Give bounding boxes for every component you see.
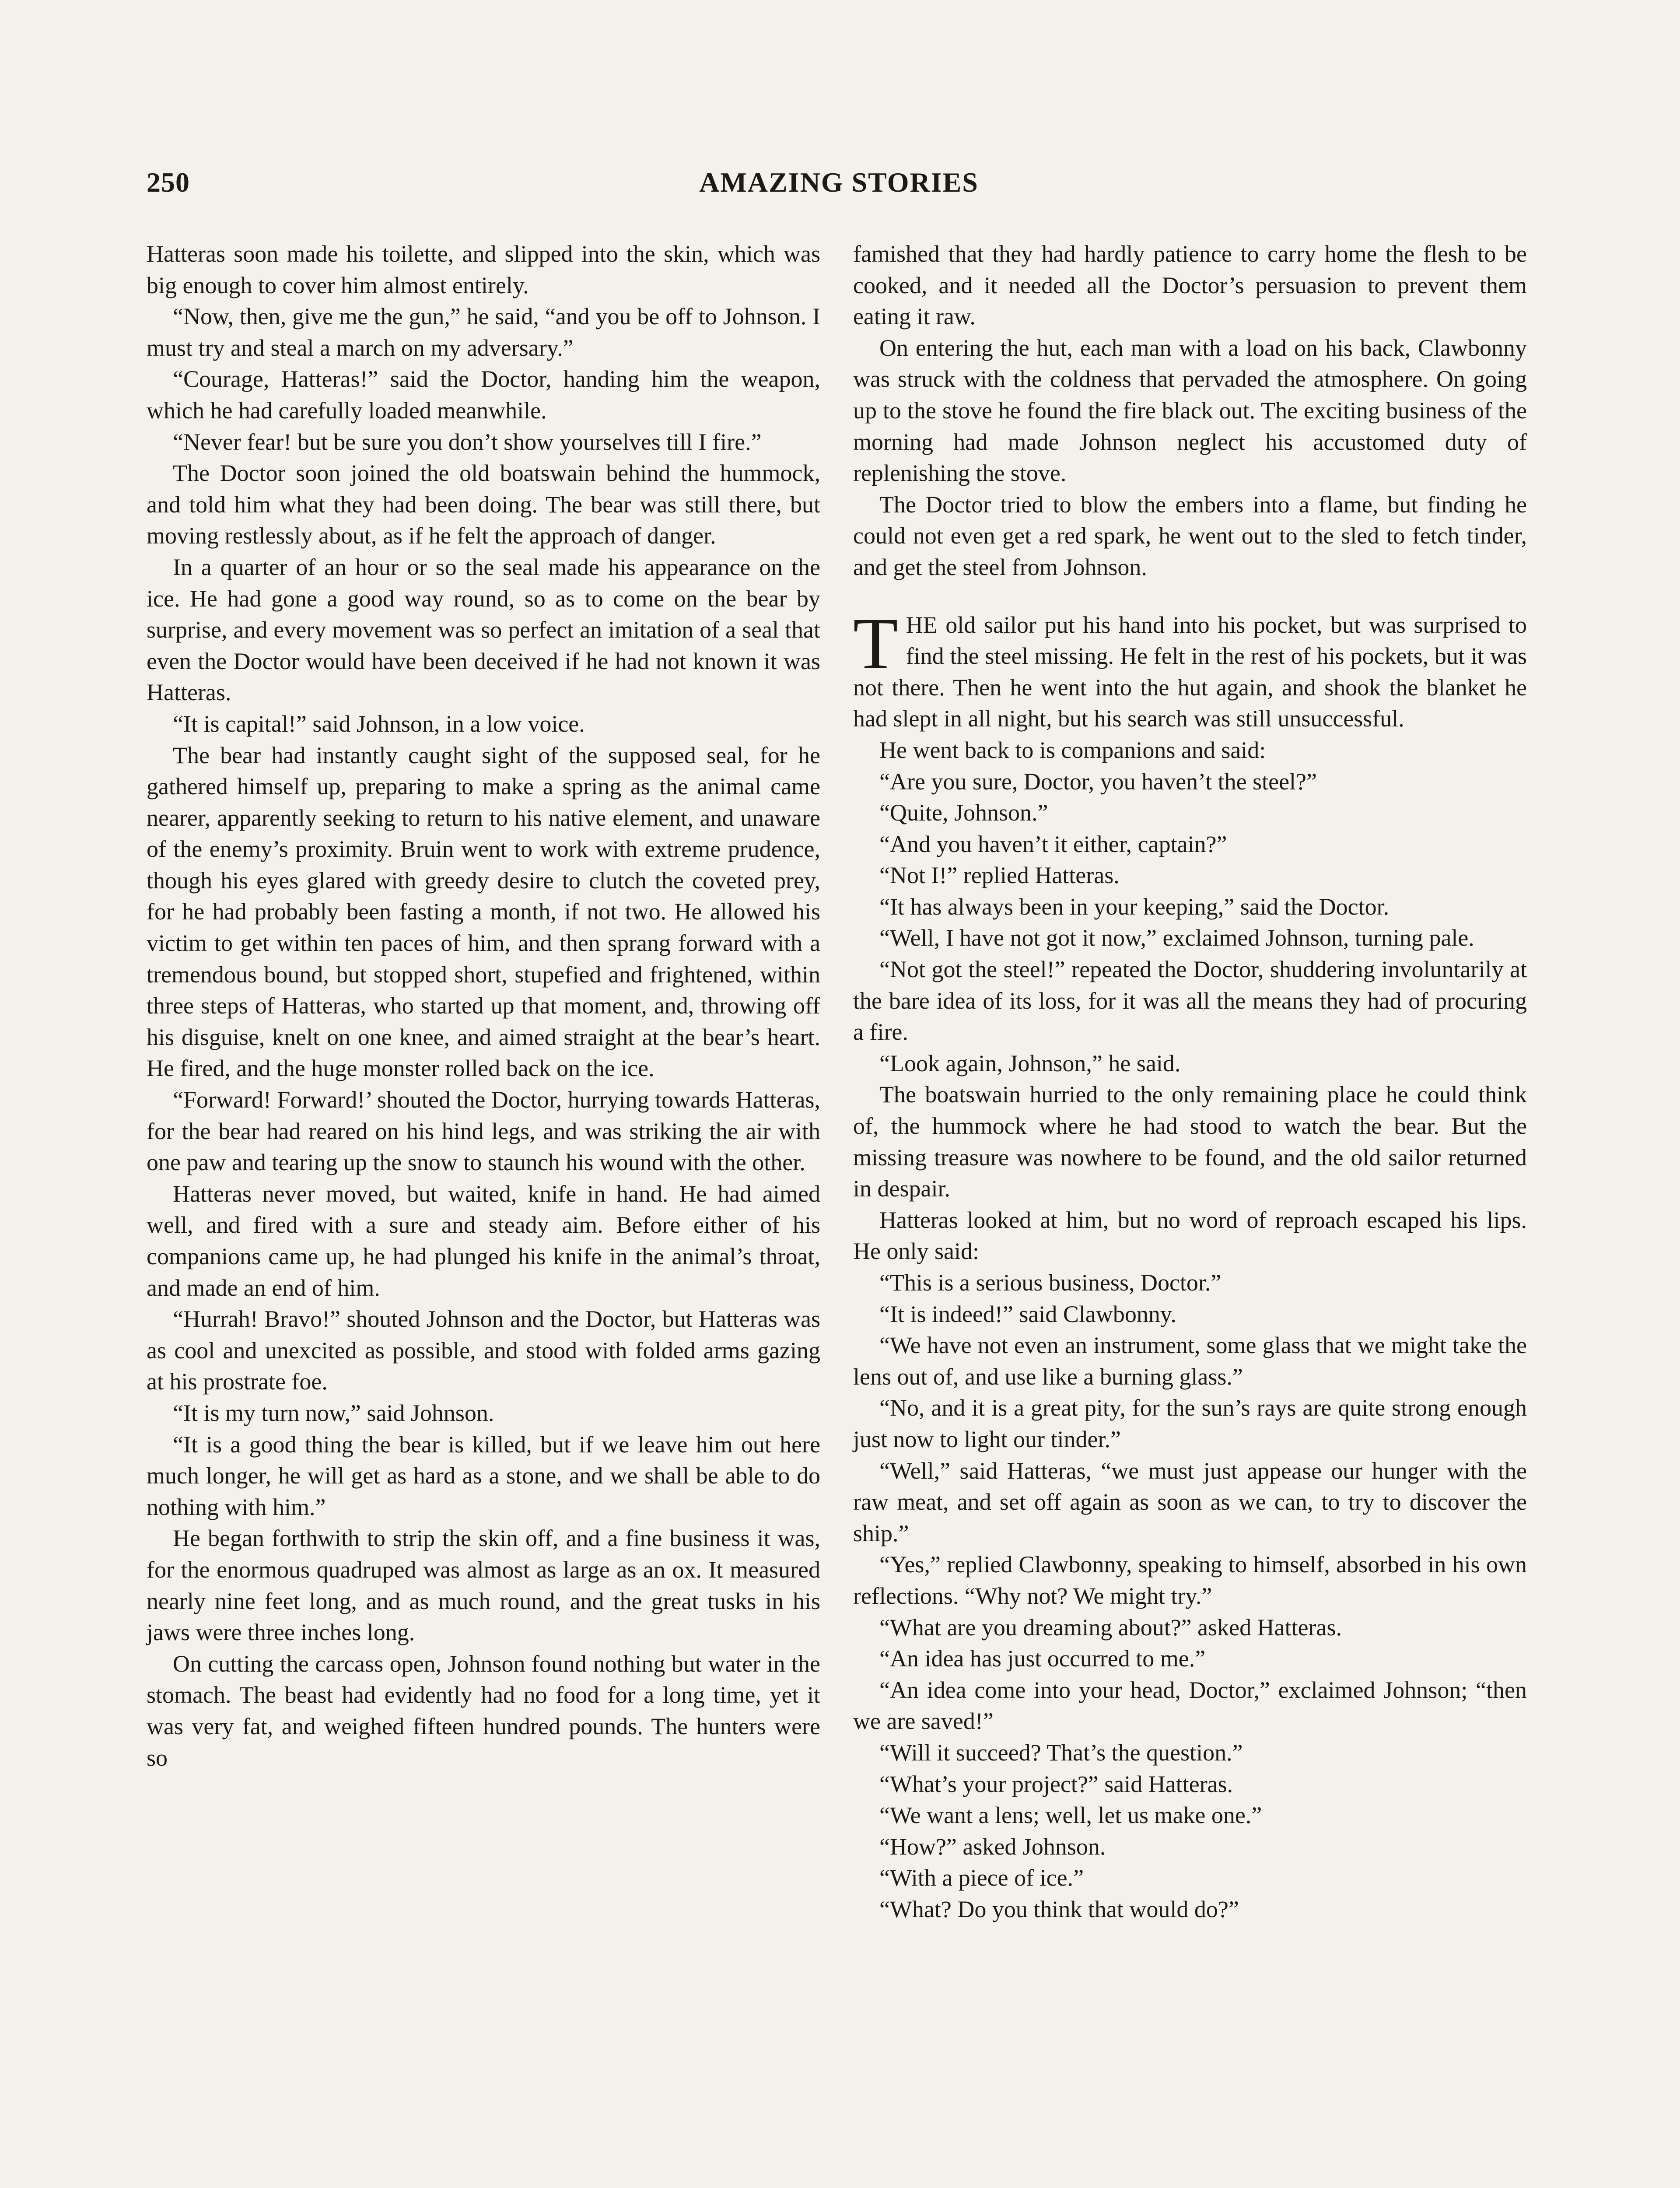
paragraph: The Doctor soon joined the old boatswain behind the hummock, and told him what they had been doing. The bear was still there, but moving restlessly about, as if he felt the approach of danger. [147, 460, 820, 549]
paragraph: “Now, then, give me the gun,” he said, “and you be off to Johnson. I must try and steal a march on my adversary.” [147, 303, 820, 361]
paragraph: “What’s your project?” said Hatteras. [879, 1771, 1233, 1797]
paragraph: The bear had instantly caught sight of the supposed seal, for he gathered himself up, preparing to make a spring as the animal came nearer, apparently seeking to return to his native element, and unaware of the enemy’s proximity. Bruin went to work with extreme prudence, though his eyes glared with greedy desire to clutch the coveted prey, for he had probably been fasting a month, if not two. He allowed his victim to get within ten paces of him, and then sprang forward with a tremendous bound, but stopped short, stupefied and frightened, within three steps of Hatteras, who started up that moment, and, throwing off his disguise, knelt on one knee, and aimed straight at the bear’s heart. He fired, and the huge monster rolled back on the ice. [147, 742, 820, 1082]
paragraph: “An idea has just occurred to me.” [879, 1645, 1206, 1672]
paragraph: “It is indeed!” said Clawbonny. [879, 1301, 1176, 1327]
paragraph: “What are you dreaming about?” asked Hatteras. [879, 1614, 1342, 1641]
running-head: AMAZING STORIES [699, 167, 979, 198]
paragraph: Hatteras looked at him, but no word of reproach escaped his lips. He only said: [853, 1206, 1527, 1265]
paragraph: The Doctor tried to blow the embers into a flame, but finding he could not even get a red spark, he went out to the sled to fetch tinder, and get the steel from Johnson. [853, 491, 1527, 580]
paragraph: “What? Do you think that would do?” [879, 1896, 1239, 1922]
paragraph: “Look again, Johnson,” he said. [879, 1050, 1181, 1076]
paragraph: “Yes,” replied Clawbonny, speaking to himself, absorbed in his own reflections. “Why not? We might try.” [853, 1551, 1527, 1609]
paragraph: In a quarter of an hour or so the seal made his appearance on the ice. He had gone a good way round, so as to come on the bear by surprise, and every movement was so perfect an imitation of a seal that even the Doctor would have been deceived if he had not known it was Hatteras. [147, 554, 820, 706]
paragraph: “We want a lens; well, let us make one.” [879, 1802, 1262, 1829]
paragraph: “Not got the steel!” repeated the Doctor, shuddering involuntarily at the bare idea of its loss, for it was all the means they had of procuring a fire. [853, 956, 1527, 1045]
paragraph: He began forthwith to strip the skin off, and a fine business it was, for the enormous quadruped was almost as large as an ox. It measured nearly nine feet long, and as much round, and the great tusks in his jaws were three inches long. [147, 1525, 820, 1646]
paragraph: On cutting the carcass open, Johnson found nothing but water in the stomach. The beast had evidently had no food for a long time, yet it was very fat, and weighed fifteen hundred pounds. The hunters were so [147, 1650, 820, 1771]
paragraph: “Quite, Johnson.” [879, 799, 1048, 826]
drop-cap: T [853, 603, 898, 684]
paragraph: “Courage, Hatteras!” said the Doctor, handing him the weapon, which he had carefully loaded meanwhile. [147, 366, 820, 424]
paragraph: Hatteras never moved, but waited, knife in hand. He had aimed well, and fired with a sure and steady aim. Before either of his companions came up, he had plunged his knife in the animal’s throat, and made an end of him. [147, 1180, 820, 1301]
paragraph: “Will it succeed? That’s the question.” [879, 1739, 1243, 1766]
paragraph: He went back to is companions and said: [879, 736, 1266, 763]
paragraph: “Well, I have not got it now,” exclaimed Johnson, turning pale. [879, 925, 1474, 951]
drop-cap-text: HE old sailor put his hand into his pocket, but was surprised to find the steel missing. He felt in the rest of his pockets, but it was not there. Then he went into the hut again, and shook the blanket he had slept in all night, but his search was still unsuccessful. [853, 611, 1527, 732]
paragraph: “Never fear! but be sure you don’t show yourselves till I fire.” [173, 428, 762, 455]
paragraph: The boatswain hurried to the only remaining place he could think of, the hummock where he had stood to watch the bear. But the missing treasure was nowhere to be found, and the old sailor returned in despair. [853, 1081, 1527, 1202]
paragraph: Hatteras soon made his toilette, and slipped into the skin, which was big enough to cover him almost entirely. [147, 241, 820, 298]
paragraph: “Not I!” replied Hatteras. [879, 862, 1120, 889]
paragraph: “Forward! Forward!’ shouted the Doctor, hurrying towards Hatteras, for the bear had reared on his hind legs, and was striking the air with one paw and tearing up the snow to staunch his wound with the other. [147, 1087, 820, 1176]
paragraph: “And you haven’t it either, captain?” [879, 831, 1227, 857]
paragraph: “We have not even an instrument, some glass that we might take the lens out of, and use like a burning glass.” [853, 1332, 1527, 1390]
paragraph: “It has always been in your keeping,” said the Doctor. [879, 893, 1390, 920]
paragraph: “It is a good thing the bear is killed, but if we leave him out here much longer, he will get as hard as a stone, and we shall be able to do nothing with him.” [147, 1431, 820, 1520]
paragraph: “Are you sure, Doctor, you haven’t the steel?” [879, 768, 1317, 795]
paragraph: “No, and it is a great pity, for the sun’s rays are quite strong enough just now to light our tinder.” [853, 1395, 1527, 1452]
paragraph: “Hurrah! Bravo!” shouted Johnson and the Doctor, but Hatteras was as cool and unexcited as possible, and stood with folded arms gazing at his prostrate foe. [147, 1306, 820, 1395]
section-start-paragraph [853, 603, 1527, 735]
paragraph: “It is my turn now,” said Johnson. [173, 1399, 494, 1426]
page-number: 250 [147, 167, 190, 198]
paragraph: “How?” asked Johnson. [879, 1833, 1106, 1860]
left-column [147, 238, 820, 1774]
paragraph: famished that they had hardly patience to carry home the flesh to be cooked, and it needed all the Doctor’s persuasion to prevent them eating it raw. [853, 241, 1527, 330]
paragraph: “With a piece of ice.” [879, 1865, 1084, 1891]
paragraph: “This is a serious business, Doctor.” [879, 1269, 1222, 1296]
paragraph: “An idea come into your head, Doctor,” exclaimed Johnson; “then we are saved!” [853, 1676, 1527, 1735]
paragraph: On entering the hut, each man with a load on his back, Clawbonny was struck with the coldness that pervaded the atmosphere. On going up to the stove he found the fire black out. The exciting business of the morning had made Johnson neglect his accustomed duty of replenishing the stove. [853, 334, 1527, 487]
page-header [147, 166, 1531, 214]
paragraph: “It is capital!” said Johnson, in a low voice. [173, 710, 585, 737]
paragraph: “Well,” said Hatteras, “we must just appease our hunger with the raw meat, and set off again as soon as we can, to try to discover the ship.” [853, 1457, 1527, 1546]
right-column [853, 238, 1527, 1925]
